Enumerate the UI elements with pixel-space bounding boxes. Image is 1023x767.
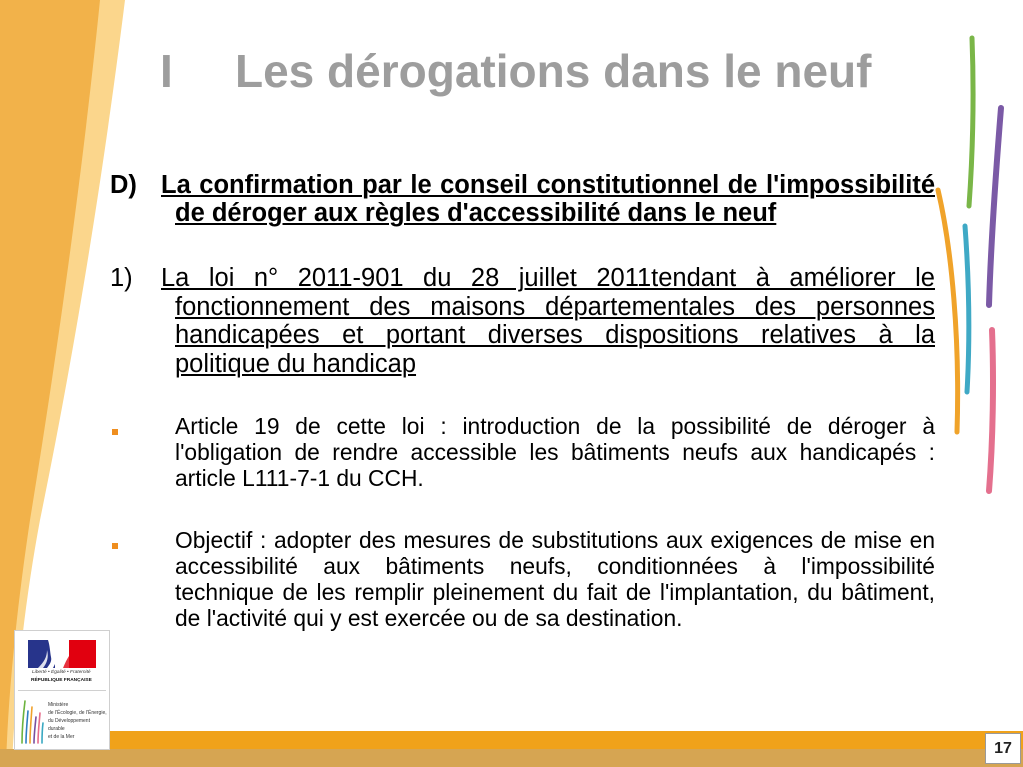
page-title: Les dérogations dans le neuf bbox=[235, 45, 872, 97]
ministry-name-line: du Développement bbox=[48, 718, 90, 724]
decorative-stroke-green bbox=[969, 38, 973, 206]
section-d-line: La confirmation par le conseil constitutionnel de l'impossibilité bbox=[161, 171, 935, 199]
republic-name: RÉPUBLIQUE FRANÇAISE bbox=[31, 676, 92, 682]
bullet-article-text bbox=[175, 413, 935, 491]
bullet-objectif-text bbox=[175, 527, 935, 631]
bullet-article-line: l'obligation de rendre accessible les bâtiments neufs aux handicapés : bbox=[175, 439, 935, 465]
republic-motto: Liberté • Égalité • Fraternité bbox=[32, 669, 91, 675]
ministry-emblem bbox=[19, 695, 47, 747]
decorative-stroke-purple bbox=[989, 108, 1001, 305]
section-d-line: de déroger aux règles d'accessibilité dans le neuf bbox=[175, 199, 777, 227]
ministry-name-line: durable bbox=[48, 726, 65, 732]
item-1-text bbox=[161, 264, 935, 379]
bullet-article-line: Article 19 de cette loi : introduction de la possibilité de déroger à bbox=[175, 413, 935, 439]
decorative-stroke-orange bbox=[938, 190, 958, 432]
bullet-objectif-line: technique de les remplir pleinement du fait de l'implantation, du bâtiment, bbox=[175, 579, 935, 605]
bullet-objectif-line: accessibilité aux bâtiments neufs, conditionnées à l'impossibilité bbox=[175, 553, 935, 579]
section-d-label: D) bbox=[110, 171, 137, 199]
decorative-stroke-pink bbox=[989, 330, 993, 491]
bullet-objectif-line: Objectif : adopter des mesures de substitutions aux exigences de mise en bbox=[175, 527, 935, 553]
logo-divider bbox=[18, 690, 106, 691]
ministry-logo-box bbox=[14, 630, 110, 750]
bullet-marker bbox=[112, 429, 118, 435]
footer-bar bbox=[108, 731, 1023, 749]
bullet-article-line: article L111-7-1 du CCH. bbox=[175, 465, 424, 491]
item-1-line: La loi n° 2011-901 du 28 juillet 2011tendant à améliorer le bbox=[161, 264, 935, 292]
marianne-logo bbox=[28, 640, 96, 668]
page-number: 17 bbox=[985, 733, 1021, 764]
title-number: I bbox=[160, 45, 173, 97]
item-1-line: fonctionnement des maisons départementales des personnes bbox=[175, 292, 935, 321]
bullet-marker bbox=[112, 543, 118, 549]
decorative-stroke-teal bbox=[965, 226, 969, 392]
ministry-name-line: de l'Écologie, de l'Énergie, bbox=[48, 710, 107, 716]
section-d-heading bbox=[161, 171, 935, 227]
footer-band bbox=[0, 749, 1023, 767]
ministry-name-line: Ministère bbox=[48, 702, 69, 708]
bullet-objectif-line: de l'activité qui y est exercée ou de sa destination. bbox=[175, 605, 683, 631]
ministry-name-line: et de la Mer bbox=[48, 734, 75, 740]
item-1-line: politique du handicap bbox=[175, 350, 417, 379]
ministry-name bbox=[48, 701, 107, 741]
item-1-label: 1) bbox=[110, 264, 133, 292]
item-1-line: handicapées et portant diverses dispositions relatives à la bbox=[175, 321, 935, 350]
